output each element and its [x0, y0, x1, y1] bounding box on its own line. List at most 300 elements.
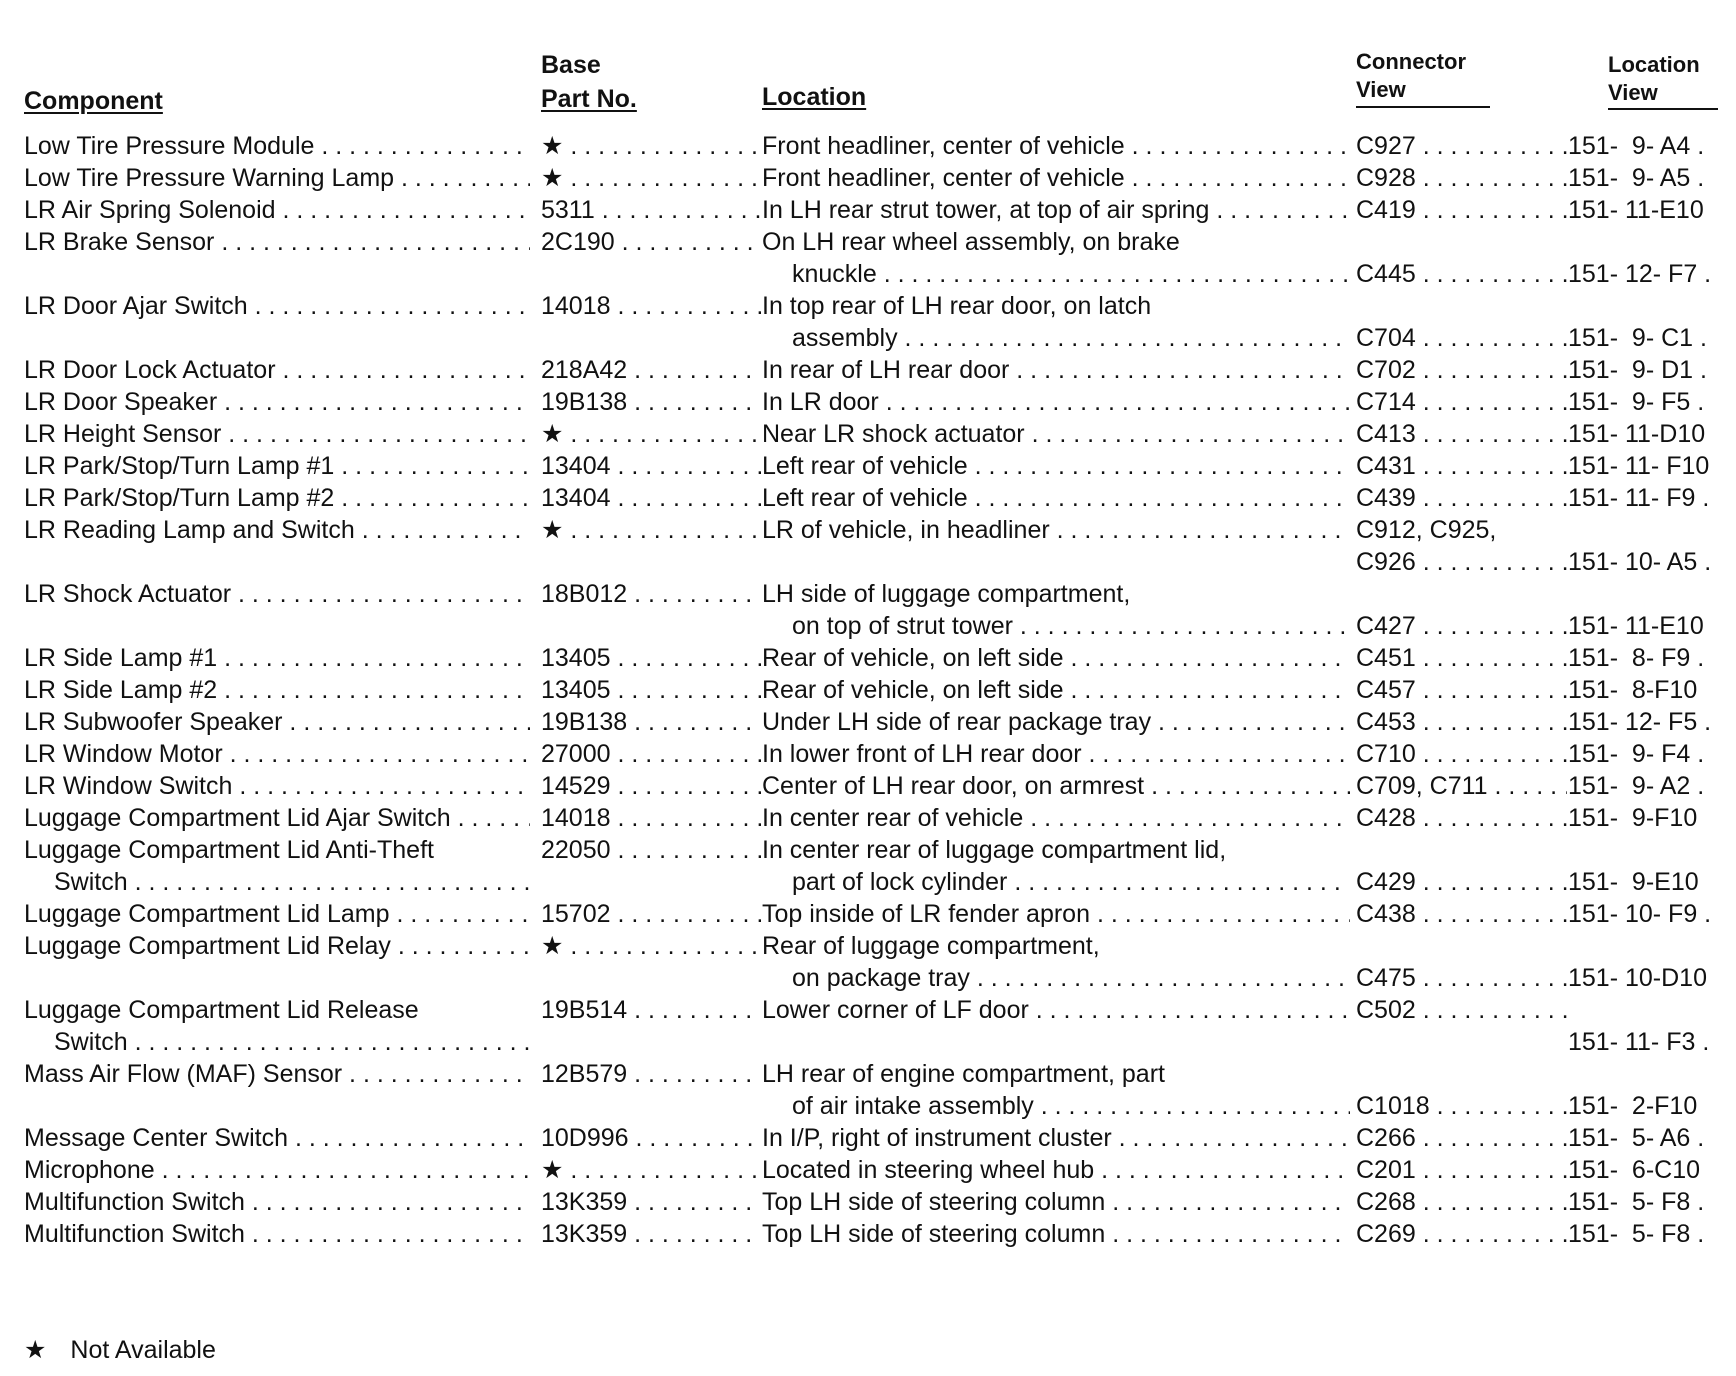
part-number-cell [541, 674, 761, 706]
table-row [0, 706, 1736, 738]
header-part-bottom: Part No. [541, 85, 637, 113]
location-view-cell [1568, 610, 1736, 642]
component-cell-text: Multifunction Switch [24, 1188, 245, 1216]
location-view-text: 151- 9- F4 . [1568, 740, 1705, 768]
part-number-cell-text: 15702 [541, 900, 611, 928]
location-cell-text: In center rear of luggage compartment lid, [762, 836, 1227, 864]
connector-view-cell-text: C927 [1356, 132, 1416, 160]
part-number-cell [541, 1186, 761, 1218]
connector-view-cell-text: C451 [1356, 644, 1416, 672]
location-view-text: 151- 9-E10 [1568, 868, 1699, 896]
connector-view-cell [1356, 834, 1567, 898]
connector-view-cell [1356, 898, 1567, 930]
part-number-cell-text: 12B579 [541, 1060, 628, 1088]
table-row [0, 482, 1736, 514]
location-cell-text: LR of vehicle, in headliner [762, 516, 1050, 544]
location-view-cell [1568, 642, 1736, 674]
component-cell-text: Message Center Switch [24, 1124, 289, 1152]
table-row [0, 162, 1736, 194]
part-number-cell [541, 418, 761, 450]
location-view-text: 151- 9- A5 . [1568, 164, 1705, 192]
component-cell-text: Microphone [24, 1156, 155, 1184]
component-cell-text: LR Window Motor [24, 740, 223, 768]
component-cell [24, 162, 530, 194]
connector-view-cell-text: C453 [1356, 708, 1416, 736]
location-view-text: 151- 10-D10 [1568, 964, 1707, 992]
connector-view-cell [1356, 482, 1567, 514]
location-view-text: 151- 9- D1 . [1568, 356, 1707, 384]
location-view-cell [1568, 1154, 1736, 1186]
connector-view-cell-text: C704 [1356, 324, 1416, 352]
connector-view-cell-text: C268 [1356, 1188, 1416, 1216]
location-view-cell [1568, 322, 1736, 354]
part-number-cell [541, 802, 761, 834]
connector-view-cell [1356, 514, 1567, 578]
location-view-text: 151- 11- F10 [1568, 452, 1710, 480]
connector-view-cell-text: C502 [1356, 996, 1416, 1024]
component-cell-text: LR Air Spring Solenoid [24, 196, 276, 224]
part-number-cell-text: 13K359 [541, 1188, 628, 1216]
location-view-cell [1568, 770, 1736, 802]
location-cell-text: Lower corner of LF door [762, 996, 1029, 1024]
connector-view-cell [1356, 706, 1567, 738]
connector-view-cell-text: C926 [1356, 548, 1416, 576]
table-row [0, 1186, 1736, 1218]
component-cell [24, 1122, 530, 1154]
part-number-cell [541, 290, 761, 322]
header-location: Location [762, 83, 867, 111]
location-cell-text: assembly [792, 324, 898, 352]
location-cell [762, 162, 1350, 194]
part-number-cell-text: 13404 [541, 484, 611, 512]
connector-view-cell [1356, 418, 1567, 450]
connector-view-cell [1356, 290, 1567, 354]
connector-view-cell [1356, 642, 1567, 674]
location-cell [762, 994, 1350, 1026]
component-cell [24, 706, 530, 738]
connector-view-cell [1356, 386, 1567, 418]
part-number-cell [541, 1154, 761, 1186]
part-number-cell-text: 27000 [541, 740, 611, 768]
part-number-cell-text: 13404 [541, 452, 611, 480]
location-cell-text: In LH rear strut tower, at top of air spring [762, 196, 1210, 224]
component-cell [24, 834, 530, 898]
part-number-cell-text: 2C190 [541, 228, 615, 256]
location-cell-text: Located in steering wheel hub [762, 1156, 1095, 1184]
part-number-cell-text: 10D996 [541, 1124, 629, 1152]
table-row [0, 898, 1736, 930]
component-cell-text: LR Park/Stop/Turn Lamp #1 [24, 452, 335, 480]
part-number-cell [541, 194, 761, 226]
location-cell-text: Rear of vehicle, on left side [762, 676, 1064, 704]
location-cell-text: of air intake assembly [792, 1092, 1034, 1120]
header-locview-bottom: View [1608, 80, 1658, 105]
component-cell-text: LR Shock Actuator [24, 580, 232, 608]
part-number-cell [541, 130, 761, 162]
table-row [0, 770, 1736, 802]
location-cell [762, 1186, 1350, 1218]
connector-view-cell [1356, 930, 1567, 994]
connector-view-cell-text: C445 [1356, 260, 1416, 288]
table-row [0, 514, 1736, 578]
table-row [0, 194, 1736, 226]
part-number-cell-text: 14018 [541, 804, 611, 832]
location-cell-text: part of lock cylinder [792, 868, 1008, 896]
connector-view-cell-text: C438 [1356, 900, 1416, 928]
location-view-cell [1568, 962, 1736, 994]
table-row [0, 1122, 1736, 1154]
component-cell-text: Switch [54, 1028, 128, 1056]
location-view-text: 151- 2-F10 [1568, 1092, 1698, 1120]
location-view-text: 151- 5- F8 . [1568, 1220, 1705, 1248]
footnote [24, 1334, 216, 1366]
location-cell [762, 578, 1350, 642]
location-view-text: 151- 9-F10 [1568, 804, 1698, 832]
location-view-cell [1568, 1026, 1736, 1058]
table-row [0, 578, 1736, 642]
location-view-cell [1568, 386, 1736, 418]
part-number-cell-text: ★ [541, 132, 564, 160]
location-view-cell [1568, 258, 1736, 290]
component-cell-text: Luggage Compartment Lid Lamp [24, 900, 390, 928]
location-view-cell [1568, 546, 1736, 578]
location-cell [762, 1058, 1350, 1122]
part-number-cell [541, 706, 761, 738]
location-cell-text: In center rear of vehicle [762, 804, 1024, 832]
part-number-cell [541, 930, 761, 962]
component-cell-text: Low Tire Pressure Warning Lamp [24, 164, 395, 192]
connector-view-cell [1356, 1154, 1567, 1186]
component-cell [24, 642, 530, 674]
table-row [0, 418, 1736, 450]
header-part-top: Base [541, 51, 601, 79]
component-cell [24, 738, 530, 770]
table-row [0, 1058, 1736, 1122]
component-cell-text: LR Side Lamp #2 [24, 676, 218, 704]
component-cell [24, 290, 530, 322]
location-cell [762, 1218, 1350, 1250]
table-row [0, 450, 1736, 482]
part-number-cell-text: 13K359 [541, 1220, 628, 1248]
component-cell-text: Luggage Compartment Lid Ajar Switch [24, 804, 451, 832]
component-cell-text: LR Brake Sensor [24, 228, 215, 256]
location-cell-text: In top rear of LH rear door, on latch [762, 292, 1152, 320]
table-row [0, 1218, 1736, 1250]
part-number-cell-text: 13405 [541, 676, 611, 704]
component-cell-text: LR Side Lamp #1 [24, 644, 218, 672]
connector-view-cell [1356, 130, 1567, 162]
table-row [0, 130, 1736, 162]
location-view-cell [1568, 418, 1736, 450]
location-view-text: 151- 11-E10 [1568, 196, 1704, 224]
location-view-text: 151- 11- F3 . [1568, 1028, 1710, 1056]
part-number-cell [541, 450, 761, 482]
connector-view-cell-text: C710 [1356, 740, 1416, 768]
location-cell-text: On LH rear wheel assembly, on brake [762, 228, 1180, 256]
location-view-cell [1568, 706, 1736, 738]
connector-view-cell [1356, 994, 1567, 1026]
part-number-cell [541, 834, 761, 866]
component-cell-text: LR Window Switch [24, 772, 233, 800]
location-view-cell [1568, 482, 1736, 514]
part-number-cell-text: ★ [541, 420, 564, 448]
component-cell [24, 578, 530, 610]
location-cell-text: Under LH side of rear package tray [762, 708, 1152, 736]
connector-view-cell-text: C431 [1356, 452, 1416, 480]
location-cell-text: on top of strut tower [792, 612, 1013, 640]
location-cell-text: In rear of LH rear door [762, 356, 1010, 384]
header-connector-bottom: View [1356, 77, 1406, 102]
location-view-cell [1568, 1122, 1736, 1154]
location-cell-text: Rear of luggage compartment, [762, 932, 1100, 960]
location-view-text: 151- 5- A6 . [1568, 1124, 1705, 1152]
location-cell [762, 1122, 1350, 1154]
part-number-cell-text: ★ [541, 164, 564, 192]
location-view-cell [1568, 354, 1736, 386]
connector-view-cell-text: C429 [1356, 868, 1416, 896]
header-locview-top: Location [1608, 52, 1700, 77]
table-row [0, 674, 1736, 706]
part-number-cell [541, 162, 761, 194]
connector-view-cell [1356, 770, 1567, 802]
location-cell [762, 482, 1350, 514]
location-cell-text: In lower front of LH rear door [762, 740, 1082, 768]
header-connector-rule [1356, 106, 1490, 108]
part-number-cell [541, 578, 761, 610]
location-view-cell [1568, 1186, 1736, 1218]
connector-view-cell-text: C439 [1356, 484, 1416, 512]
connector-view-cell-text: C475 [1356, 964, 1416, 992]
table-row [0, 834, 1736, 898]
location-view-cell [1568, 738, 1736, 770]
location-view-text: 151- 6-C10 [1568, 1156, 1701, 1184]
part-number-cell-text: 14018 [541, 292, 611, 320]
location-cell-text: In I/P, right of instrument cluster [762, 1124, 1112, 1152]
connector-view-cell-text: C912, C925, [1356, 516, 1497, 544]
part-number-cell-text: 218A42 [541, 356, 628, 384]
component-cell [24, 994, 530, 1058]
component-cell [24, 1218, 530, 1250]
location-cell [762, 1154, 1350, 1186]
location-cell [762, 130, 1350, 162]
connector-view-cell-text: C709, C711 [1356, 772, 1488, 800]
location-view-cell [1568, 866, 1736, 898]
component-cell [24, 130, 530, 162]
location-cell-text: Front headliner, center of vehicle [762, 132, 1125, 160]
location-cell [762, 514, 1350, 546]
connector-view-cell [1356, 674, 1567, 706]
part-number-cell-text: 19B138 [541, 388, 628, 416]
location-view-text: 151- 8- F9 . [1568, 644, 1705, 672]
location-cell [762, 930, 1350, 994]
component-cell [24, 514, 530, 546]
location-cell [762, 354, 1350, 386]
component-cell-text: Luggage Compartment Lid Anti-Theft [24, 836, 434, 864]
location-cell-text: Top LH side of steering column [762, 1220, 1106, 1248]
star-icon: ★ [24, 1336, 47, 1364]
connector-view-cell-text: C457 [1356, 676, 1416, 704]
part-number-cell [541, 994, 761, 1026]
component-cell [24, 482, 530, 514]
location-view-text: 151- 10- A5 . [1568, 548, 1712, 576]
part-number-cell-text: 19B138 [541, 708, 628, 736]
part-number-cell-text: 13405 [541, 644, 611, 672]
part-number-cell [541, 770, 761, 802]
location-cell [762, 194, 1350, 226]
table-row [0, 994, 1736, 1058]
location-cell-text: Near LR shock actuator [762, 420, 1025, 448]
location-view-text: 151- 5- F8 . [1568, 1188, 1705, 1216]
component-cell [24, 194, 530, 226]
location-view-text: 151- 12- F7 . [1568, 260, 1712, 288]
table-row [0, 226, 1736, 290]
location-view-text: 151- 9- A2 . [1568, 772, 1705, 800]
connector-view-cell [1356, 1058, 1567, 1122]
location-view-text: 151- 11-E10 [1568, 612, 1704, 640]
location-cell-text: Left rear of vehicle [762, 484, 968, 512]
location-cell-text: Left rear of vehicle [762, 452, 968, 480]
location-cell-text: knuckle [792, 260, 877, 288]
location-cell-text: Front headliner, center of vehicle [762, 164, 1125, 192]
part-number-cell-text: 19B514 [541, 996, 628, 1024]
component-cell [24, 898, 530, 930]
connector-view-cell [1356, 1122, 1567, 1154]
part-number-cell [541, 386, 761, 418]
part-number-cell [541, 514, 761, 546]
table-row [0, 386, 1736, 418]
component-cell-text: Multifunction Switch [24, 1220, 245, 1248]
part-number-cell-text: 14529 [541, 772, 611, 800]
part-number-cell-text: ★ [541, 516, 564, 544]
location-view-cell [1568, 1090, 1736, 1122]
connector-view-cell [1356, 450, 1567, 482]
part-number-cell-text: 22050 [541, 836, 611, 864]
table-row [0, 354, 1736, 386]
footnote-text: Not Available [70, 1336, 216, 1364]
connector-view-cell [1356, 1186, 1567, 1218]
table-row [0, 290, 1736, 354]
location-view-text: 151- 10- F9 . [1568, 900, 1712, 928]
connector-view-cell [1356, 1218, 1567, 1250]
location-view-cell [1568, 130, 1736, 162]
connector-view-cell-text: C419 [1356, 196, 1416, 224]
location-cell [762, 226, 1350, 290]
component-cell-text: Switch [54, 868, 128, 896]
location-cell-text: LH rear of engine compartment, part [762, 1060, 1165, 1088]
connector-view-cell-text: C714 [1356, 388, 1416, 416]
location-cell [762, 706, 1350, 738]
location-cell [762, 898, 1350, 930]
component-cell [24, 802, 530, 834]
component-cell-text: LR Door Lock Actuator [24, 356, 276, 384]
location-cell [762, 770, 1350, 802]
connector-view-cell [1356, 802, 1567, 834]
location-view-cell [1568, 1218, 1736, 1250]
part-number-cell [541, 226, 761, 258]
connector-view-cell-text: C1018 [1356, 1092, 1430, 1120]
connector-view-cell [1356, 354, 1567, 386]
location-view-cell [1568, 802, 1736, 834]
part-number-cell [541, 482, 761, 514]
location-view-cell [1568, 898, 1736, 930]
connector-view-cell [1356, 194, 1567, 226]
part-number-cell-text: 18B012 [541, 580, 628, 608]
location-view-text: 151- 8-F10 [1568, 676, 1698, 704]
location-view-cell [1568, 674, 1736, 706]
component-cell-text: LR Height Sensor [24, 420, 222, 448]
location-cell [762, 642, 1350, 674]
location-cell [762, 674, 1350, 706]
location-cell [762, 290, 1350, 354]
location-cell [762, 386, 1350, 418]
connector-view-cell-text: C702 [1356, 356, 1416, 384]
location-cell-text: Rear of vehicle, on left side [762, 644, 1064, 672]
connector-view-cell-text: C201 [1356, 1156, 1416, 1184]
component-cell-text: LR Door Speaker [24, 388, 218, 416]
component-cell-text: LR Reading Lamp and Switch [24, 516, 355, 544]
location-cell-text: Top inside of LR fender apron [762, 900, 1090, 928]
location-view-text: 151- 9- C1 . [1568, 324, 1707, 352]
connector-view-cell-text: C427 [1356, 612, 1416, 640]
part-number-cell [541, 642, 761, 674]
component-cell [24, 770, 530, 802]
connector-view-cell [1356, 578, 1567, 642]
location-view-text: 151- 11- F9 . [1568, 484, 1710, 512]
component-cell [24, 1154, 530, 1186]
component-cell [24, 354, 530, 386]
component-cell [24, 418, 530, 450]
location-cell [762, 418, 1350, 450]
connector-view-cell [1356, 226, 1567, 290]
component-cell [24, 386, 530, 418]
component-cell [24, 674, 530, 706]
component-cell [24, 450, 530, 482]
location-cell [762, 738, 1350, 770]
part-number-cell [541, 1122, 761, 1154]
connector-view-cell-text: C428 [1356, 804, 1416, 832]
table-row [0, 1154, 1736, 1186]
location-cell-text: In LR door [762, 388, 879, 416]
component-cell-text: LR Subwoofer Speaker [24, 708, 283, 736]
location-view-text: 151- 9- F5 . [1568, 388, 1705, 416]
component-cell-text: Low Tire Pressure Module [24, 132, 315, 160]
part-number-cell-text: ★ [541, 932, 564, 960]
location-view-cell [1568, 162, 1736, 194]
component-cell [24, 1058, 530, 1090]
location-cell-text: on package tray [792, 964, 970, 992]
component-cell [24, 1186, 530, 1218]
connector-view-cell-text: C413 [1356, 420, 1416, 448]
table-row [0, 802, 1736, 834]
parts-table [0, 130, 1736, 1250]
location-cell-text: Top LH side of steering column [762, 1188, 1106, 1216]
component-cell-text: Luggage Compartment Lid Relay [24, 932, 391, 960]
part-number-cell [541, 738, 761, 770]
table-row [0, 930, 1736, 994]
component-cell-text: Luggage Compartment Lid Release [24, 996, 419, 1024]
location-view-cell [1568, 194, 1736, 226]
connector-view-cell [1356, 738, 1567, 770]
connector-view-cell [1356, 162, 1567, 194]
connector-view-cell-text: C928 [1356, 164, 1416, 192]
table-row [0, 642, 1736, 674]
location-view-text: 151- 11-D10 [1568, 420, 1706, 448]
part-number-cell [541, 1218, 761, 1250]
connector-view-cell-text: C266 [1356, 1124, 1416, 1152]
table-row [0, 738, 1736, 770]
location-cell [762, 834, 1350, 898]
header-component: Component [24, 87, 163, 115]
